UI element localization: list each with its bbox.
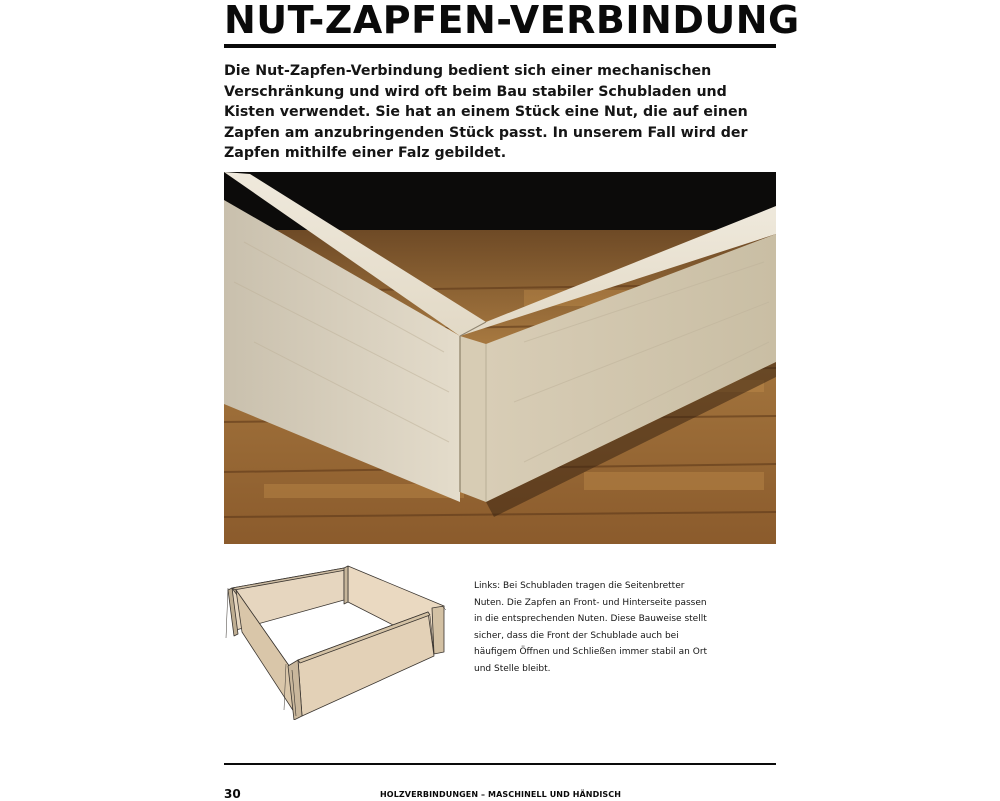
footer-rule [224,763,776,765]
drawer-box-illustration [222,560,452,720]
joint-photo [224,172,776,544]
title-rule [224,44,776,48]
page-number: 30 [224,787,241,801]
drawer-diagram [222,560,452,720]
running-footer-title: HOLZVERBINDUNGEN – MASCHINELL UND HÄNDISCH [380,790,622,799]
joint-photo-illustration [224,172,776,544]
page-title: NUT-ZAPFEN-VERBINDUNG [224,0,800,42]
figure-caption: Links: Bei Schubladen tragen die Seitenbretter Nuten. Die Zapfen an Front- und Hinterseite passen in die entsprechenden Nuten. Diese Bauweise stellt sicher, dass die Front der Schublade auch bei häufigem Öffnen und Schließen immer stabil an Ort und Stelle bleibt. [474,581,708,674]
intro-paragraph: Die Nut-Zapfen-Verbindung bedient sich einer mechanischen Verschränkung und wird oft beim Bau stabiler Schubladen und Kisten verwendet. Sie hat an einem Stück eine Nut, die auf einen Zapfen am anzubringenden Stück passt. In unserem Fall wird der Zapfen mithilfe einer Falz gebildet. [224,63,748,161]
